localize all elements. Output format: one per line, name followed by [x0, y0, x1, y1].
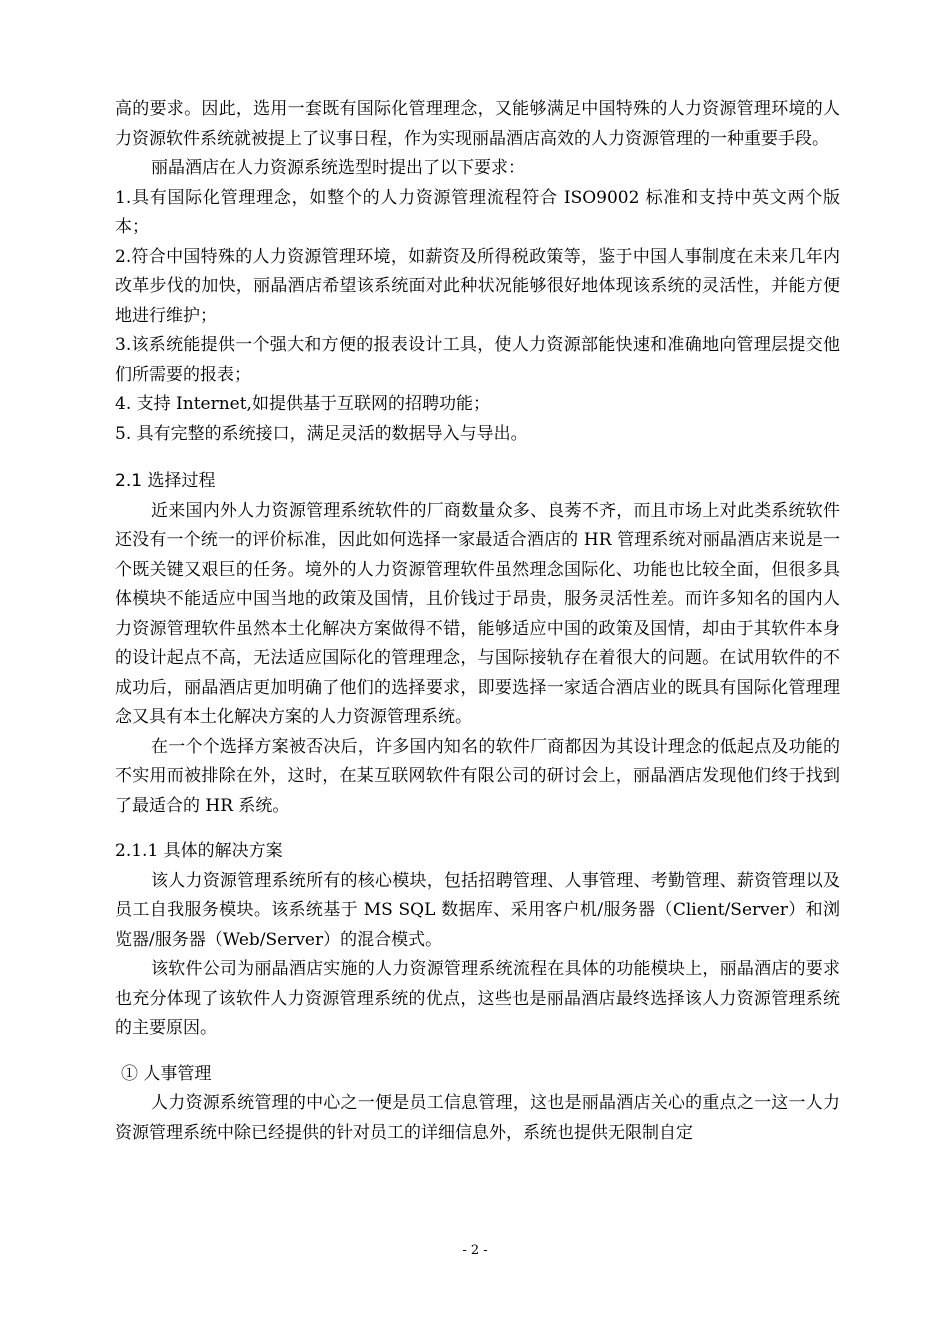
section-heading-2-1: 2.1 选择过程 — [115, 471, 216, 491]
paragraph-solution-1: 该人力资源管理系统所有的核心模块，包括招聘管理、人事管理、考勤管理、薪资管理以及员工自我服务模块。该系统基于 MS SQL 数据库、采用客户机/服务器（Client/Server）和浏览器/服务器（Web/Server）的混合模式。 — [115, 870, 840, 950]
paragraph-requirements-intro: 丽晶酒店在人力资源系统选型时提出了以下要求： — [151, 158, 525, 178]
paragraph-selection-process-1: 近来国内外人力资源管理系统软件的厂商数量众多、良莠不齐，而且市场上对此类系统软件还没有一个统一的评价标准，因此如何选择一家最适合酒店的 HR 管理系统对丽晶酒店来说是一个既关键又艰巨的任务。境外的人力资源管理软件虽然理念国际化、功能也比较全面，但很多具体模块不能适应中国当地的政策及国情，且价钱过于昂贵，服务灵活性差。而许多知名的国内人力资源管理软件虽然本土化解决方案做得不错，能够适应中国的政策及国情，却由于其软件本身的设计起点不高，无法适应国际化的管理理念，与国际接轨存在着很大的问题。在试用软件的不成功后，丽晶酒店更加明确了他们的选择要求，即要选择一家适合酒店业的既具有国际化管理理念又具有本土化解决方案的人力资源管理系统。 — [115, 500, 840, 727]
paragraph-personnel-1: 人力资源系统管理的中心之一便是员工信息管理，这也是丽晶酒店关心的重点之一这一人力资源管理系统中除已经提供的针对员工的详细信息外，系统也提供无限制自定 — [115, 1093, 840, 1143]
requirement-item-3: 3.该系统能提供一个强大和方便的报表设计工具，使人力资源部能快速和准确地向管理层提交他们所需要的报表； — [115, 335, 840, 385]
requirement-item-4: 4. 支持 Internet,如提供基于互联网的招聘功能； — [115, 394, 490, 414]
document-page — [115, 95, 840, 1148]
requirement-item-1: 1.具有国际化管理理念，如整个的人力资源管理流程符合 ISO9002 标准和支持中英文两个版本； — [115, 187, 840, 237]
paragraph-intro-continuation: 高的要求。因此，选用一套既有国际化管理理念，又能够满足中国特殊的人力资源管理环境的人力资源软件系统就被提上了议事日程，作为实现丽晶酒店高效的人力资源管理的一种重要手段。 — [115, 99, 840, 149]
subsection-heading-personnel: ① 人事管理 — [121, 1063, 212, 1084]
requirement-item-2: 2.符合中国特殊的人力资源管理环境，如薪资及所得税政策等，鉴于中国人事制度在未来几年内改革步伐的加快，丽晶酒店希望该系统面对此种状况能够很好地体现该系统的灵活性，并能方便地进行维护； — [115, 246, 840, 326]
paragraph-selection-process-2: 在一个个选择方案被否决后，许多国内知名的软件厂商都因为其设计理念的低起点及功能的不实用而被排除在外，这时，在某互联网软件有限公司的研讨会上，丽晶酒店发现他们终于找到了最适合的 HR 系统。 — [115, 736, 840, 816]
paragraph-solution-2: 该软件公司为丽晶酒店实施的人力资源管理系统流程在具体的功能模块上，丽晶酒店的要求也充分体现了该软件人力资源管理系统的优点，这些也是丽晶酒店最终选择该人力资源管理系统的主要原因。 — [115, 959, 840, 1038]
requirement-item-5: 5. 具有完整的系统接口，满足灵活的数据导入与导出。 — [115, 423, 528, 444]
section-heading-2-1-1: 2.1.1 具体的解决方案 — [115, 841, 283, 861]
page-number: - 2 - — [462, 1243, 488, 1258]
